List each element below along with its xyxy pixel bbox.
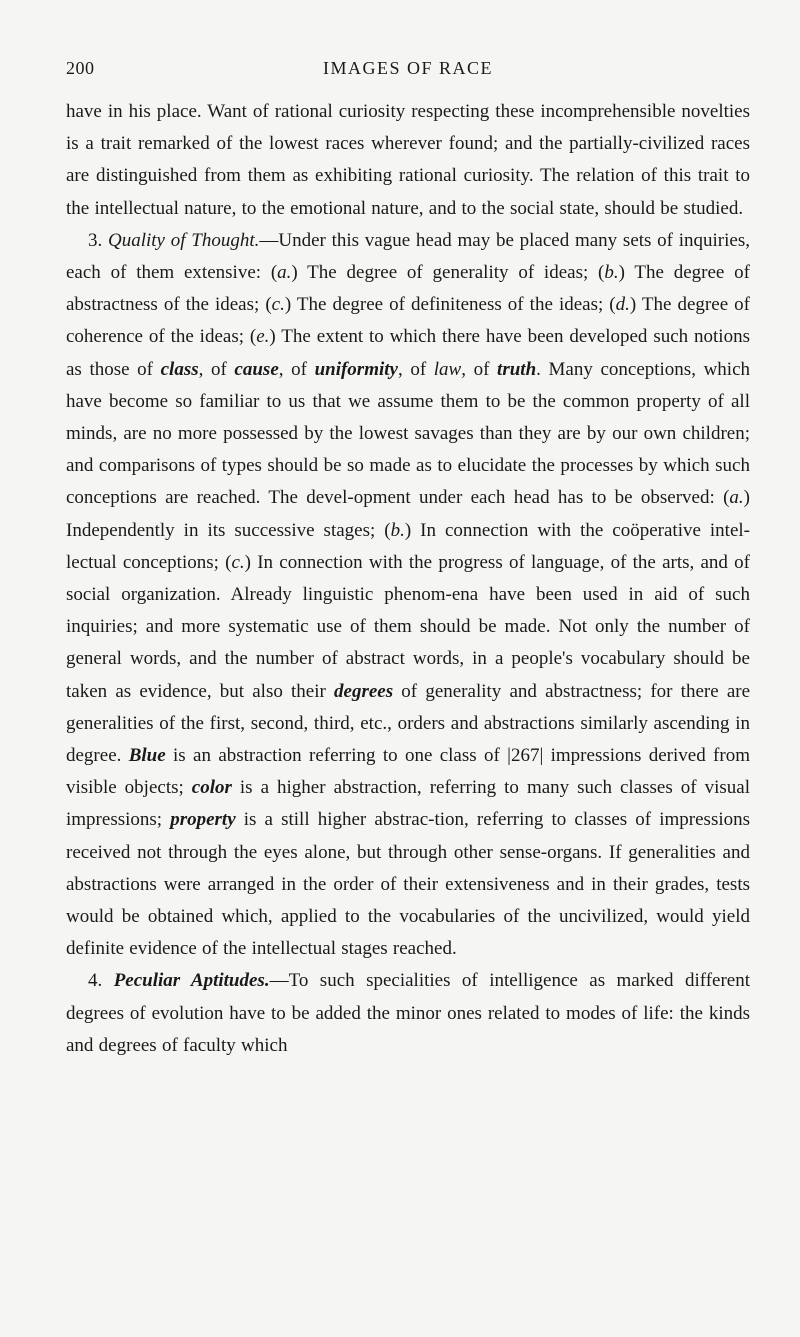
text-run: is an abstraction referring to one class of |267| impressions derived from visible objects; <box>66 745 750 799</box>
section-heading-peculiar-aptitudes: Peculiar Aptitudes. <box>113 970 270 992</box>
section-number-3: 3. <box>88 229 108 251</box>
text-run: ) The degree of abstractness of the ideas; ( <box>66 262 750 316</box>
paragraph-1 <box>66 96 750 225</box>
emphasis: uniformity <box>314 358 398 380</box>
list-marker: d. <box>615 294 630 316</box>
emphasis: truth <box>497 358 537 380</box>
emphasis: class <box>160 358 199 380</box>
emphasis: degrees <box>334 680 394 702</box>
emphasis: law <box>433 358 462 380</box>
list-marker: c. <box>271 294 285 316</box>
body-text <box>66 96 750 1062</box>
list-marker: b. <box>390 519 405 541</box>
text-run: ) In connection with the progress of language, of the arts, and of social organization. Already linguistic phenom-ena have been used in aid of such inquiries; and more systematic use of them should be made. Not only the number of general words, and the number of abstract words, in a people's vocabulary should be taken as evidence, but also their <box>66 551 750 702</box>
section-number-4: 4. <box>88 970 114 992</box>
text-run: —Under this vague head may be placed many sets of inquiries, each of them extensive: ( <box>66 229 750 284</box>
text-run: , of <box>278 358 315 380</box>
list-marker: e. <box>256 326 270 348</box>
paragraph-3 <box>66 965 750 1062</box>
list-marker: c. <box>231 551 245 573</box>
list-marker: a. <box>277 262 292 284</box>
text-run: is a still higher abstrac-tion, referring to classes of impressions received not through the eyes alone, but through other sense-organs. If generalities and abstractions were arranged in the order of their extensiveness and in their grades, tests would be obtained which, applied to the vocabularies of the uncivilized, would yield definite evidence of the intellectual stages reached. <box>66 809 751 960</box>
emphasis: cause <box>234 358 279 380</box>
page-number: 200 <box>66 58 95 78</box>
text-run: ) The degree of coherence of the ideas; ( <box>66 294 751 348</box>
list-marker: b. <box>604 262 619 284</box>
text-run: , of <box>397 358 434 380</box>
text-run: . Many conceptions, which have become so familiar to us that we assume them to be the common property of all minds, are no more possessed by the lowest savages than they are by our own children; and comparisons of types should be so made as to elucidate the processes by which such conceptions are reached. The devel-opment under each head has to be observed: ( <box>66 358 751 509</box>
text-run: ) Independently in its successive stages; ( <box>66 487 750 541</box>
text-run: ) The extent to which there have been developed such notions as those of <box>66 326 750 380</box>
paragraph-2 <box>66 225 750 966</box>
emphasis: Blue <box>128 745 166 767</box>
page-header <box>66 58 750 82</box>
text-run: is a higher abstraction, referring to many such classes of visual impressions; <box>66 777 750 831</box>
text-run: ) In connection with the coöperative intel-lectual conceptions; ( <box>66 519 750 573</box>
paragraph-1-text: have in his place. Want of rational curiosity respecting these incomprehensible novelties is a trait remarked of the lowest races wherever found; and the partially-civilized races are distinguished from them as exhibiting rational curiosity. The relation of this trait to the intellectual nature, to the emotional nature, and to the social state, should be studied. <box>66 101 750 219</box>
emphasis: property <box>170 809 236 831</box>
text-run: ) The degree of definiteness of the ideas; ( <box>284 294 616 316</box>
text-run: , of <box>198 358 235 380</box>
paragraph-3-text: —To such specialities of intelligence as marked different degrees of evolution have to be added the minor ones related to modes of life: the kinds and degrees of faculty which <box>66 970 751 1056</box>
text-run: , of <box>461 358 498 380</box>
text-run: ) The degree of generality of ideas; ( <box>291 262 605 284</box>
running-head: IMAGES OF RACE <box>322 58 494 78</box>
emphasis: color <box>191 777 232 799</box>
section-heading-quality-of-thought: Quality of Thought. <box>108 229 260 251</box>
list-marker: a. <box>729 487 744 509</box>
text-run: of generality and abstractness; for there are generalities of the first, second, third, etc., orders and abstractions similarly ascending in degree. <box>66 680 751 767</box>
